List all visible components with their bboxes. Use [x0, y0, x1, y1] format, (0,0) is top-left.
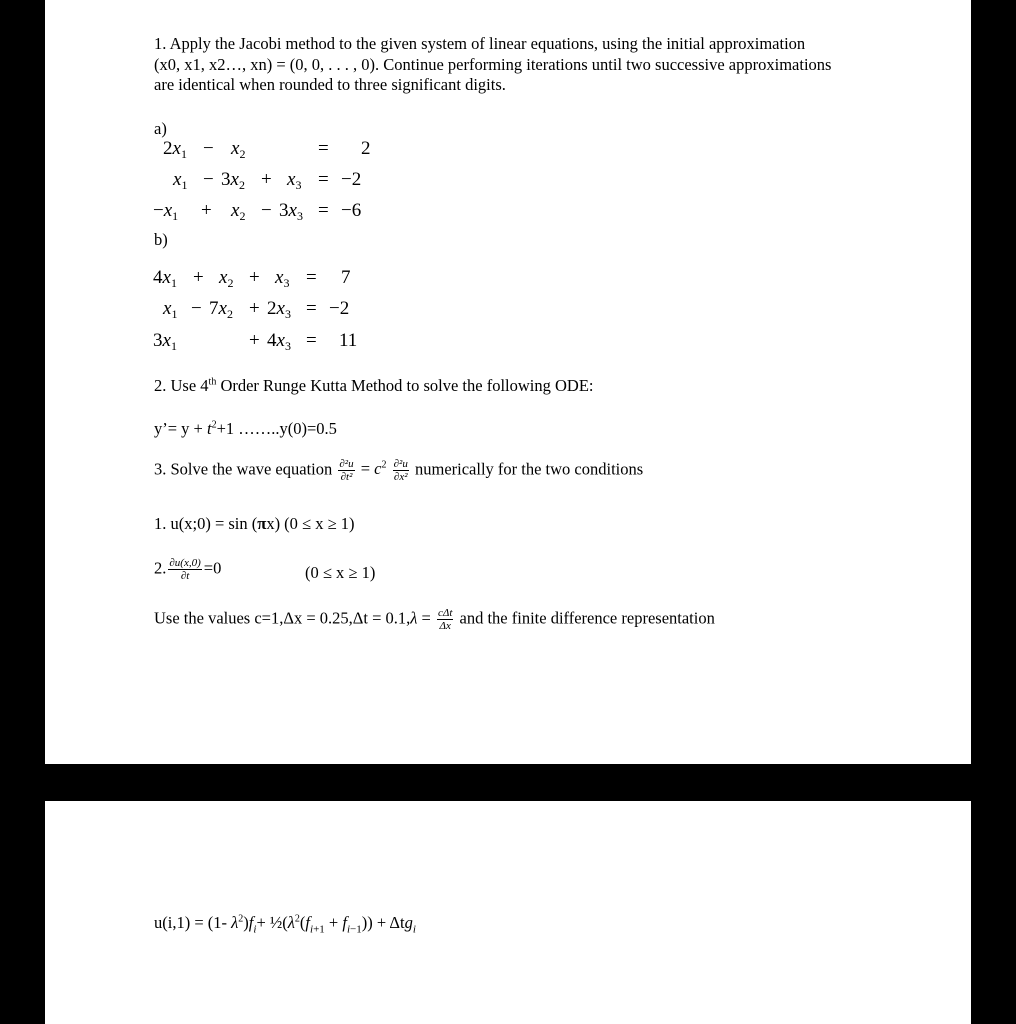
- document-page-2: [45, 801, 971, 1024]
- part-a-label: a): [154, 119, 167, 138]
- d2u-dt2-fraction: $\frac{\text{∂²u}}{\text{∂t²}}$: [339, 458, 354, 483]
- ode-equation: y’= $y + t^2+1$ ……..y(0)=0.5: [154, 419, 337, 438]
- part-b-label: b): [154, 230, 168, 249]
- document-page-1: 1. Apply the Jacobi method to the given system of linear equations, using the initial approximation (x0, x1, x2…, xn) = (0, 0, . . . , 0). Continue performing iterations until two successive approximations are identical when rounded to three significant digits. a) $2x_1$ − $x_2$ = 2 $x_1$ − $3x_2$ + $x_3$ = −2 $-x_1$ + $x_2$ − $3x_3$ = −6 b) $4x_1$ + $x_2$ + $x_3$ = 7 $x_1$ − $7x_2$ + $2x_3$ = −2 $3x_1$ + $4x_3$ = 11 2. Use 4th Order Runge Kutta Method to solve the following ODE: y’= $y + t^2+1$ ……..y(0)=0.5 3. Solve the wave equation $\frac{\text{∂²u}}{\text{∂t²}}$ = $c^2$ $\frac{\text{∂²u}}{\text{∂x²}}$ numerically for the two conditions 1. u(x;0) = sin (πx) (0 ≤ x ≥ 1) 2. $\frac{\partial u(x,0)}{\partial t}$ =0 (0 ≤ x ≥ 1) Use the values c=1,Δx = 0.25,Δt = 0.1,λ = $\frac{\text{cΔt}}{\Delta x}$ and the finite difference representation: [45, 0, 971, 764]
- finite-difference-formula: u(i,1) = (1- $\lambda^2)f_i+$ $\frac{1}{2}(\lambda^2(f_{i+1} + f_{i-1})) + \Delta tg_i$: [154, 913, 416, 936]
- d2u-dx2-fraction: $\frac{\text{∂²u}}{\text{∂x²}}$: [393, 458, 408, 483]
- condition-1: 1. u(x;0) = sin (πx) (0 ≤ x ≥ 1): [154, 514, 355, 533]
- condition-2: 2. $\frac{\partial u(x,0)}{\partial t}$ =0: [154, 557, 222, 582]
- du-dt-fraction: $\frac{\partial u(x,0)}{\partial t}$: [169, 557, 201, 582]
- question-1-intro: 1. Apply the Jacobi method to the given system of linear equations, using the initial approximation (x0, x1, x2…, xn) = (0, 0, . . . , 0). Continue performing iterations until two successive approximations are identical when rounded to three significant digits.: [154, 34, 832, 94]
- question-2-text: 2. Use 4th Order Runge Kutta Method to solve the following ODE:: [154, 376, 594, 395]
- values-line: Use the values c=1,Δx = 0.25,Δt = 0.1,λ = $\frac{\text{cΔt}}{\Delta x}$ and the finite difference representation: [154, 607, 715, 632]
- question-3-text: 3. Solve the wave equation $\frac{\text{∂²u}}{\text{∂t²}}$ = $c^2$ $\frac{\text{∂²u}}{\text{∂x²}}$ numerically for the two conditions: [154, 458, 644, 483]
- condition-2-range: (0 ≤ x ≥ 1): [305, 563, 376, 582]
- lambda-fraction: $\frac{\text{cΔt}}{\Delta x}$: [437, 607, 453, 632]
